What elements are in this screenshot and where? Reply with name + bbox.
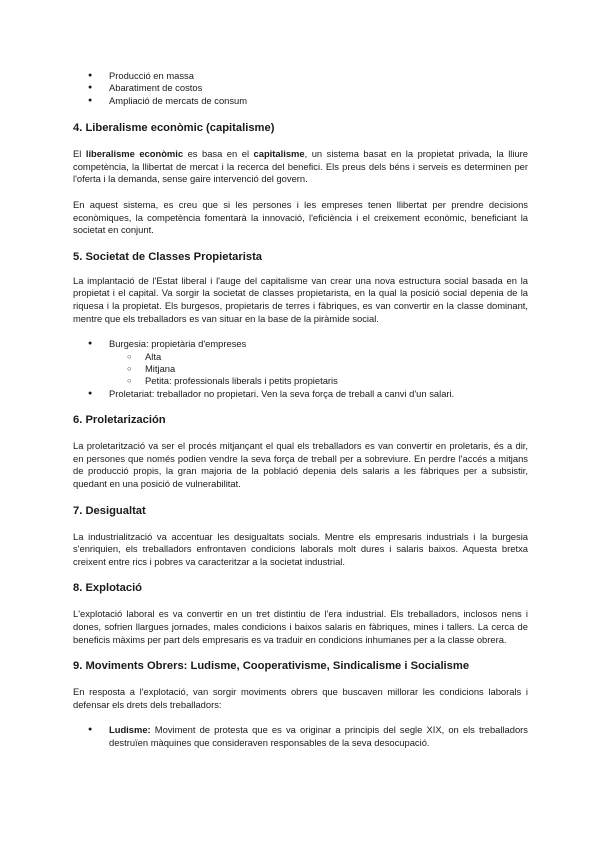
- text: Moviment de protesta que es va originar a principis del segle XIX, on els treballadors destruïen màquines que consideraven responsables de la seva desocupació.: [109, 724, 528, 748]
- s6-paragraph-1: La proletarització va ser el procés mitjançant el qual els treballadors es van convertir en proletaris, és a dir, en persones que només podien vendre la seva força de treball per a sobreviure. En perdre l'accés a mitjans de producció propis, la gran majoria de la població depenia dels salaris a les fàbriques per a subsistir, quedant en una posició de vulnerabilitat.: [73, 440, 528, 489]
- bold-term: Ludisme:: [109, 724, 151, 736]
- text: es basa en el: [183, 148, 254, 160]
- text: , un sistema basat en la propietat privada, la lliure competència, la llibertat de mercat i la recerca del benefici. Els preus dels béns i serveis es determinen per l'oferta i la demanda, sense gaire intervenció del govern.: [73, 148, 528, 185]
- document-page: [73, 70, 528, 749]
- section-heading-7: 7. Desigualtat: [73, 504, 146, 517]
- s9-bullet-list: [73, 724, 528, 749]
- list-item: [73, 724, 528, 749]
- section-heading-8: 8. Explotació: [73, 582, 143, 595]
- s4-paragraph-1: [73, 148, 528, 186]
- s8-paragraph-1: L'explotació laboral es va convertir en un tret distintiu de l'era industrial. Els treballadors, inclosos nens i dones, sofrien llargues jornades, males condicions i baixos salaris en fàbriques, mines i tallers. La cerca de beneficis màxims per part dels empresaris es va traduir en condicions inhumanes per a la classe obrera.: [73, 608, 528, 645]
- list-item: ● Ampliació de mercats de consum: [73, 95, 528, 107]
- section-heading-6: 6. Proletarización: [73, 414, 166, 427]
- section-heading-4: 4. Liberalisme econòmic (capitalisme): [73, 122, 275, 135]
- text: El: [73, 148, 86, 160]
- s5-bullet-list: [73, 338, 528, 400]
- section-heading-9: 9. Moviments Obrers: Ludisme, Cooperativisme, Sindicalisme i Socialisme: [73, 660, 470, 673]
- s9-paragraph-1: En resposta a l'explotació, van sorgir moviments obrers que buscaven millorar les condicions laborals i defensar els drets dels treballadors:: [73, 686, 528, 710]
- bold-term: liberalisme econòmic: [85, 148, 184, 160]
- list-item: ● Abaratiment de costos: [73, 82, 528, 94]
- list-item: ● Burgesia: propietària d'empreses: [73, 338, 528, 350]
- s5-paragraph-1: La implantació de l'Estat liberal i l'auge del capitalisme van crear una nova estructura social basada en la propietat i el capital. Va sorgir la societat de classes propietarista, en la qual la posició social depenia de la riquesa i la propietat. Els burgesos, propietaris de terres i fàbriques, es van convertir en la classe dominant, mentre que els treballadors es van situar en la base de la piràmide social.: [73, 274, 528, 324]
- intro-bullet-list: [73, 70, 528, 107]
- s4-paragraph-2: En aquest sistema, es creu que si les persones i les empreses tenen llibertat per prendre decisions econòmiques, la competència fomentarà la innovació, l'eficiència i el creixement econòmic, beneficiant la societat en conjunt.: [73, 199, 528, 236]
- sub-list-item: ○ Mitjana: [73, 363, 528, 375]
- list-item: ● Proletariat: treballador no propietari. Ven la seva força de treball a canvi d'un salari.: [73, 388, 528, 400]
- sub-list-item: ○ Alta: [73, 351, 528, 363]
- bold-term: capitalisme: [253, 148, 305, 160]
- list-item: ● Producció en massa: [73, 70, 528, 82]
- sub-list-item: ○ Petita: professionals liberals i petits propietaris: [73, 375, 528, 387]
- section-heading-5: 5. Societat de Classes Propietarista: [73, 250, 263, 263]
- s7-paragraph-1: La industrialització va accentuar les desigualtats socials. Mentre els empresaris industrials i la burgesia s'enriquien, els treballadors enfrontaven condicions laborals molt dures i salaris baixos. Aquesta bretxa creixent entre rics i pobres va caracteritzar a la societat industrial.: [73, 530, 528, 567]
